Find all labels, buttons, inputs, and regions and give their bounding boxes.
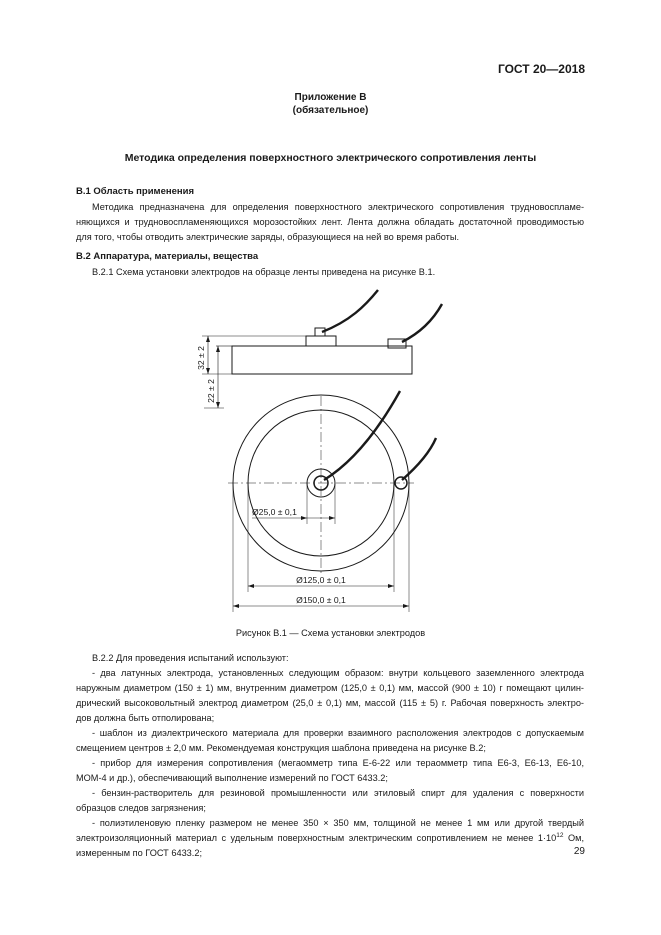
text-line — [76, 831, 584, 846]
text-line: - полиэтиленовую пленку размером не менее 350 × 350 мм, толщиной не менее 1 мм или другой твердый — [92, 818, 584, 828]
text-line: измеренным по ГОСТ 6433.2; — [76, 848, 202, 858]
section-b1-text — [76, 200, 584, 245]
section-b2-heading: В.2 Аппаратура, материалы, вещества — [76, 251, 259, 262]
document-code: ГОСТ 20—2018 — [497, 62, 585, 76]
text-line: МОМ-4 и др.), обеспечивающий выполнение измерений по ГОСТ 6433.2; — [76, 773, 388, 783]
exponent: 12 — [556, 831, 564, 839]
dim-label-ring-outer: Ø150,0 ± 0,1 — [296, 595, 346, 605]
text-line: образцов следов загрязнения; — [76, 803, 206, 813]
text-line: дрический высоковольтный электрод диаметром (25,0 ± 0,1) мм, массой (115 ± 5) г. Рабочая поверхность электро- — [76, 698, 584, 708]
dim-label-inner: Ø25,0 ± 0,1 — [252, 507, 297, 517]
inner-electrode-side — [306, 336, 336, 346]
dim-label-base: 22 ± 2 — [206, 379, 216, 403]
section-b1-heading: В.1 Область применения — [76, 186, 195, 197]
cable-side-ring — [402, 304, 442, 342]
text-fragment: Ом, — [563, 833, 584, 843]
text-fragment: электроизоляционный материал с удельным поверхностным электрическим сопротивлением не менее 1·10 — [76, 833, 557, 843]
cable-top-ring — [402, 438, 436, 480]
text-line: смещением центров ± 2,0 мм. Рекомендуемая конструкция шаблона приведена на рисунке В.2; — [76, 743, 486, 753]
figure-caption: Рисунок В.1 — Схема установки электродов — [235, 628, 426, 638]
appendix-heading — [0, 91, 661, 117]
text-line: - прибор для измерения сопротивления (мегаомметр типа Е-6-22 или тераомметр типа Е6-3, Е6-13, Е6-10, — [92, 758, 584, 768]
text-line: В.2.2 Для проведения испытаний используют: — [92, 653, 289, 663]
page-number: 29 — [573, 846, 585, 857]
dim-label-total: 32 ± 2 — [196, 346, 206, 370]
appendix-title: Приложение В — [294, 92, 367, 103]
section-b21-text — [76, 265, 584, 280]
text-line: - два латунных электрода, установленных следующим образом: внутри кольцевого заземленного электрода — [92, 668, 584, 678]
electrode-diagram — [180, 286, 450, 616]
main-title: Методика определения поверхностного электрического сопротивления ленты — [124, 152, 537, 164]
cable-top-inner — [324, 391, 400, 480]
appendix-subtitle: (обязательное) — [292, 105, 369, 116]
text-line: - шаблон из диэлектрического материала для проверки взаимного расположения электродов с допускаемым — [92, 728, 584, 738]
text-line: для того, чтобы отводить электрические заряды, образующиеся на ней во время работы. — [76, 232, 460, 242]
ring-electrode-side — [232, 346, 412, 374]
dim-label-ring-inner: Ø125,0 ± 0,1 — [296, 575, 346, 585]
text-line: дов должна быть отполирована; — [76, 713, 215, 723]
text-line: няющихся и трудновоспламеняющихся морозостойких лент. Лента должна обладать достаточной проводимостью — [76, 217, 584, 227]
text-line: наружным диаметром (150 ± 1) мм, внутренним диаметром (125,0 ± 0,1) мм, массой (900 ± 10) г помещают цилин- — [76, 683, 584, 693]
text-line: Методика предназначена для определения поверхностного электрического сопротивления трудновоспламе- — [92, 202, 584, 212]
cable-side-inner — [322, 290, 378, 332]
section-b22-text — [76, 651, 584, 861]
text-line: - бензин-растворитель для резиновой промышленности или этиловый спирт для удаления с поверхности — [92, 788, 584, 798]
text-line: В.2.1 Схема установки электродов на образце ленты приведена на рисунке В.1. — [92, 267, 436, 277]
